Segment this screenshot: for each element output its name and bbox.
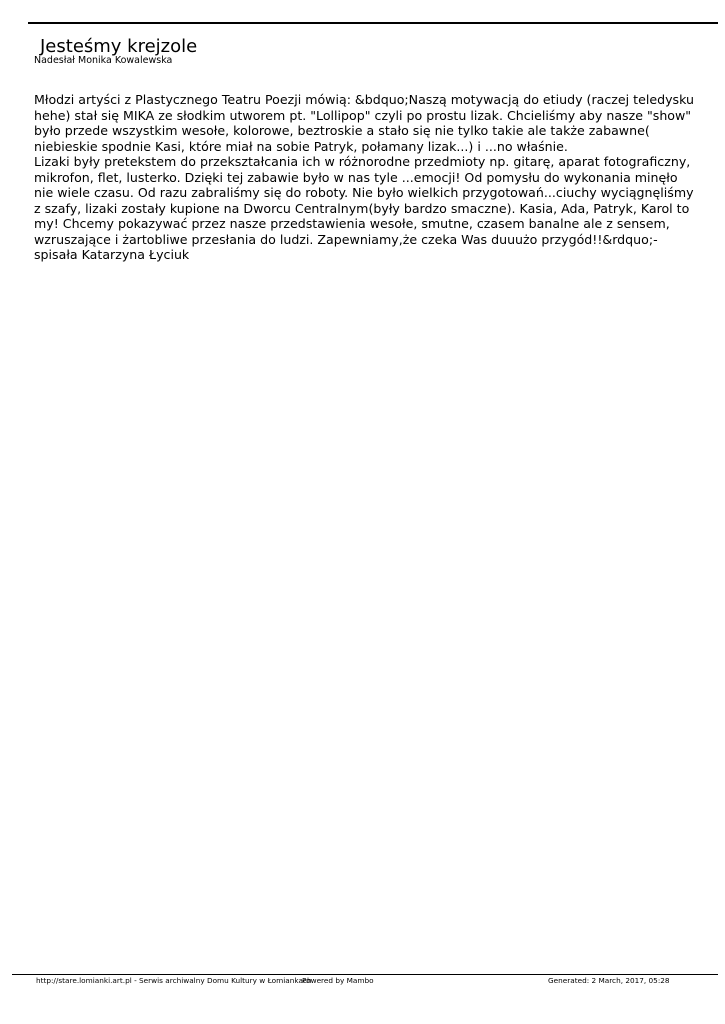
footer-divider bbox=[12, 974, 718, 975]
footer-site-url: http://stare.lomianki.art.pl - Serwis archiwalny Domu Kultury w Łomiankach bbox=[36, 976, 312, 985]
header-divider bbox=[28, 22, 718, 24]
article-author: Nadesłał Monika Kowalewska bbox=[34, 55, 173, 66]
footer-powered-by: Powered by Mambo bbox=[302, 976, 374, 985]
footer-generated-date: Generated: 2 March, 2017, 05:28 bbox=[548, 976, 670, 985]
article-body bbox=[34, 92, 694, 263]
article-paragraph: Młodzi artyści z Plastycznego Teatru Poezji mówią: &bdquo;Naszą motywacją do etiudy (raczej teledysku hehe) stał się MIKA ze słodkim utworem pt. "Lollipop" czyli po prostu lizak. Chcieliśmy aby nasze "show" było przede wszystkim wesołe, kolorowe, beztroskie a stało się nie tylko takie ale także zabawne( niebieskie spodnie Kasi, które miał na sobie Patryk, połamany lizak...) i ...no właśnie. bbox=[34, 92, 694, 154]
article-title: Jesteśmy krejzole bbox=[40, 36, 198, 57]
article-paragraph: Lizaki były pretekstem do przekształcania ich w różnorodne przedmioty np. gitarę, aparat fotograficzny, mikrofon, flet, lusterko. Dzięki tej zabawie było w nas tyle ...emocji! Od pomysłu do wykonania minęło nie wiele czasu. Od razu zabraliśmy się do roboty. Nie było wielkich przygotowań...ciuchy wyciągnęliśmy z szafy, lizaki zostały kupione na Dworcu Centralnym(były bardzo smaczne). Kasia, Ada, Patryk, Karol to my! Chcemy pokazywać przez nasze przedstawienia wesołe, smutne, czasem banalne ale z sensem, wzruszające i żartobliwe przesłania do ludzi. Zapewniamy,że czeka Was duuużo przygód!!&rdquo;-spisała Katarzyna Łyciuk bbox=[34, 154, 694, 262]
